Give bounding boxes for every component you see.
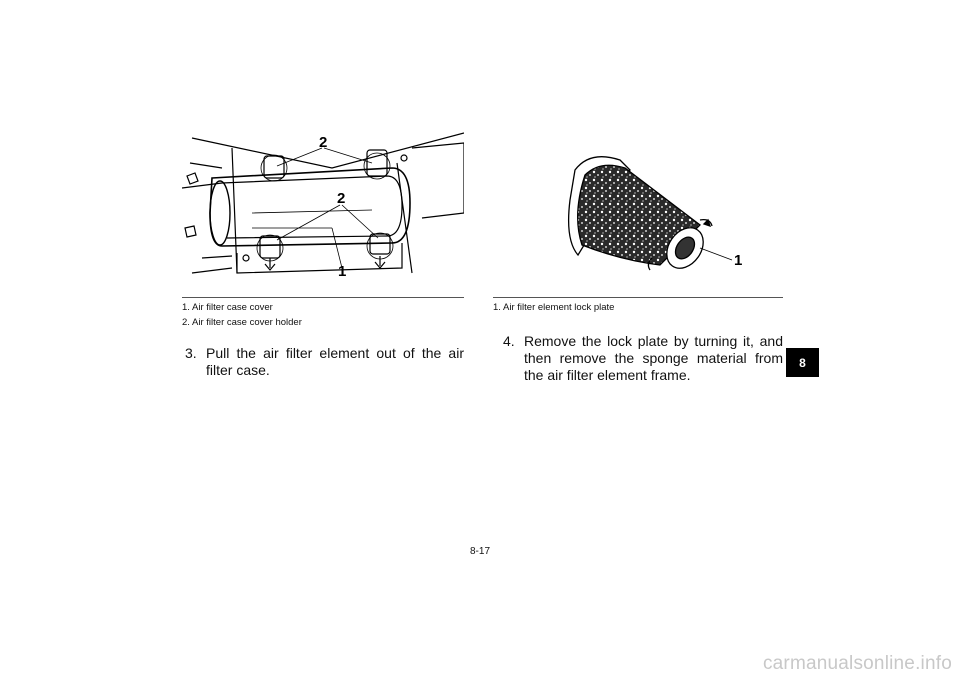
caption-item: 1. Air filter element lock plate bbox=[493, 302, 615, 313]
caption-rule-right bbox=[493, 297, 783, 298]
caption-list-left bbox=[182, 300, 302, 330]
section-tab: 8 bbox=[786, 348, 819, 377]
step-number: 4. bbox=[503, 333, 515, 349]
air-filter-element-illustration bbox=[560, 130, 750, 278]
step-text: Remove the lock plate by turning it, and then remove the sponge material from the air filter element frame. bbox=[524, 333, 783, 383]
step-number: 3. bbox=[185, 345, 197, 361]
air-filter-case-illustration bbox=[182, 128, 464, 276]
watermark: carmanualsonline.info bbox=[762, 653, 952, 674]
callout-2-top: 2 bbox=[319, 134, 328, 151]
callout-2-middle: 2 bbox=[337, 190, 346, 207]
instruction-step-3 bbox=[185, 345, 464, 379]
page-number: 8-17 bbox=[469, 546, 490, 557]
caption-item: 1. Air filter case cover bbox=[182, 302, 273, 313]
callout-1-right: 1 bbox=[734, 252, 743, 269]
caption-item: 2. Air filter case cover holder bbox=[182, 317, 302, 328]
caption-rule-left bbox=[182, 297, 464, 298]
step-text: Pull the air filter element out of the air filter case. bbox=[206, 345, 464, 378]
instruction-step-4 bbox=[503, 333, 783, 384]
callout-1: 1 bbox=[338, 263, 347, 276]
caption-list-right bbox=[493, 300, 614, 315]
